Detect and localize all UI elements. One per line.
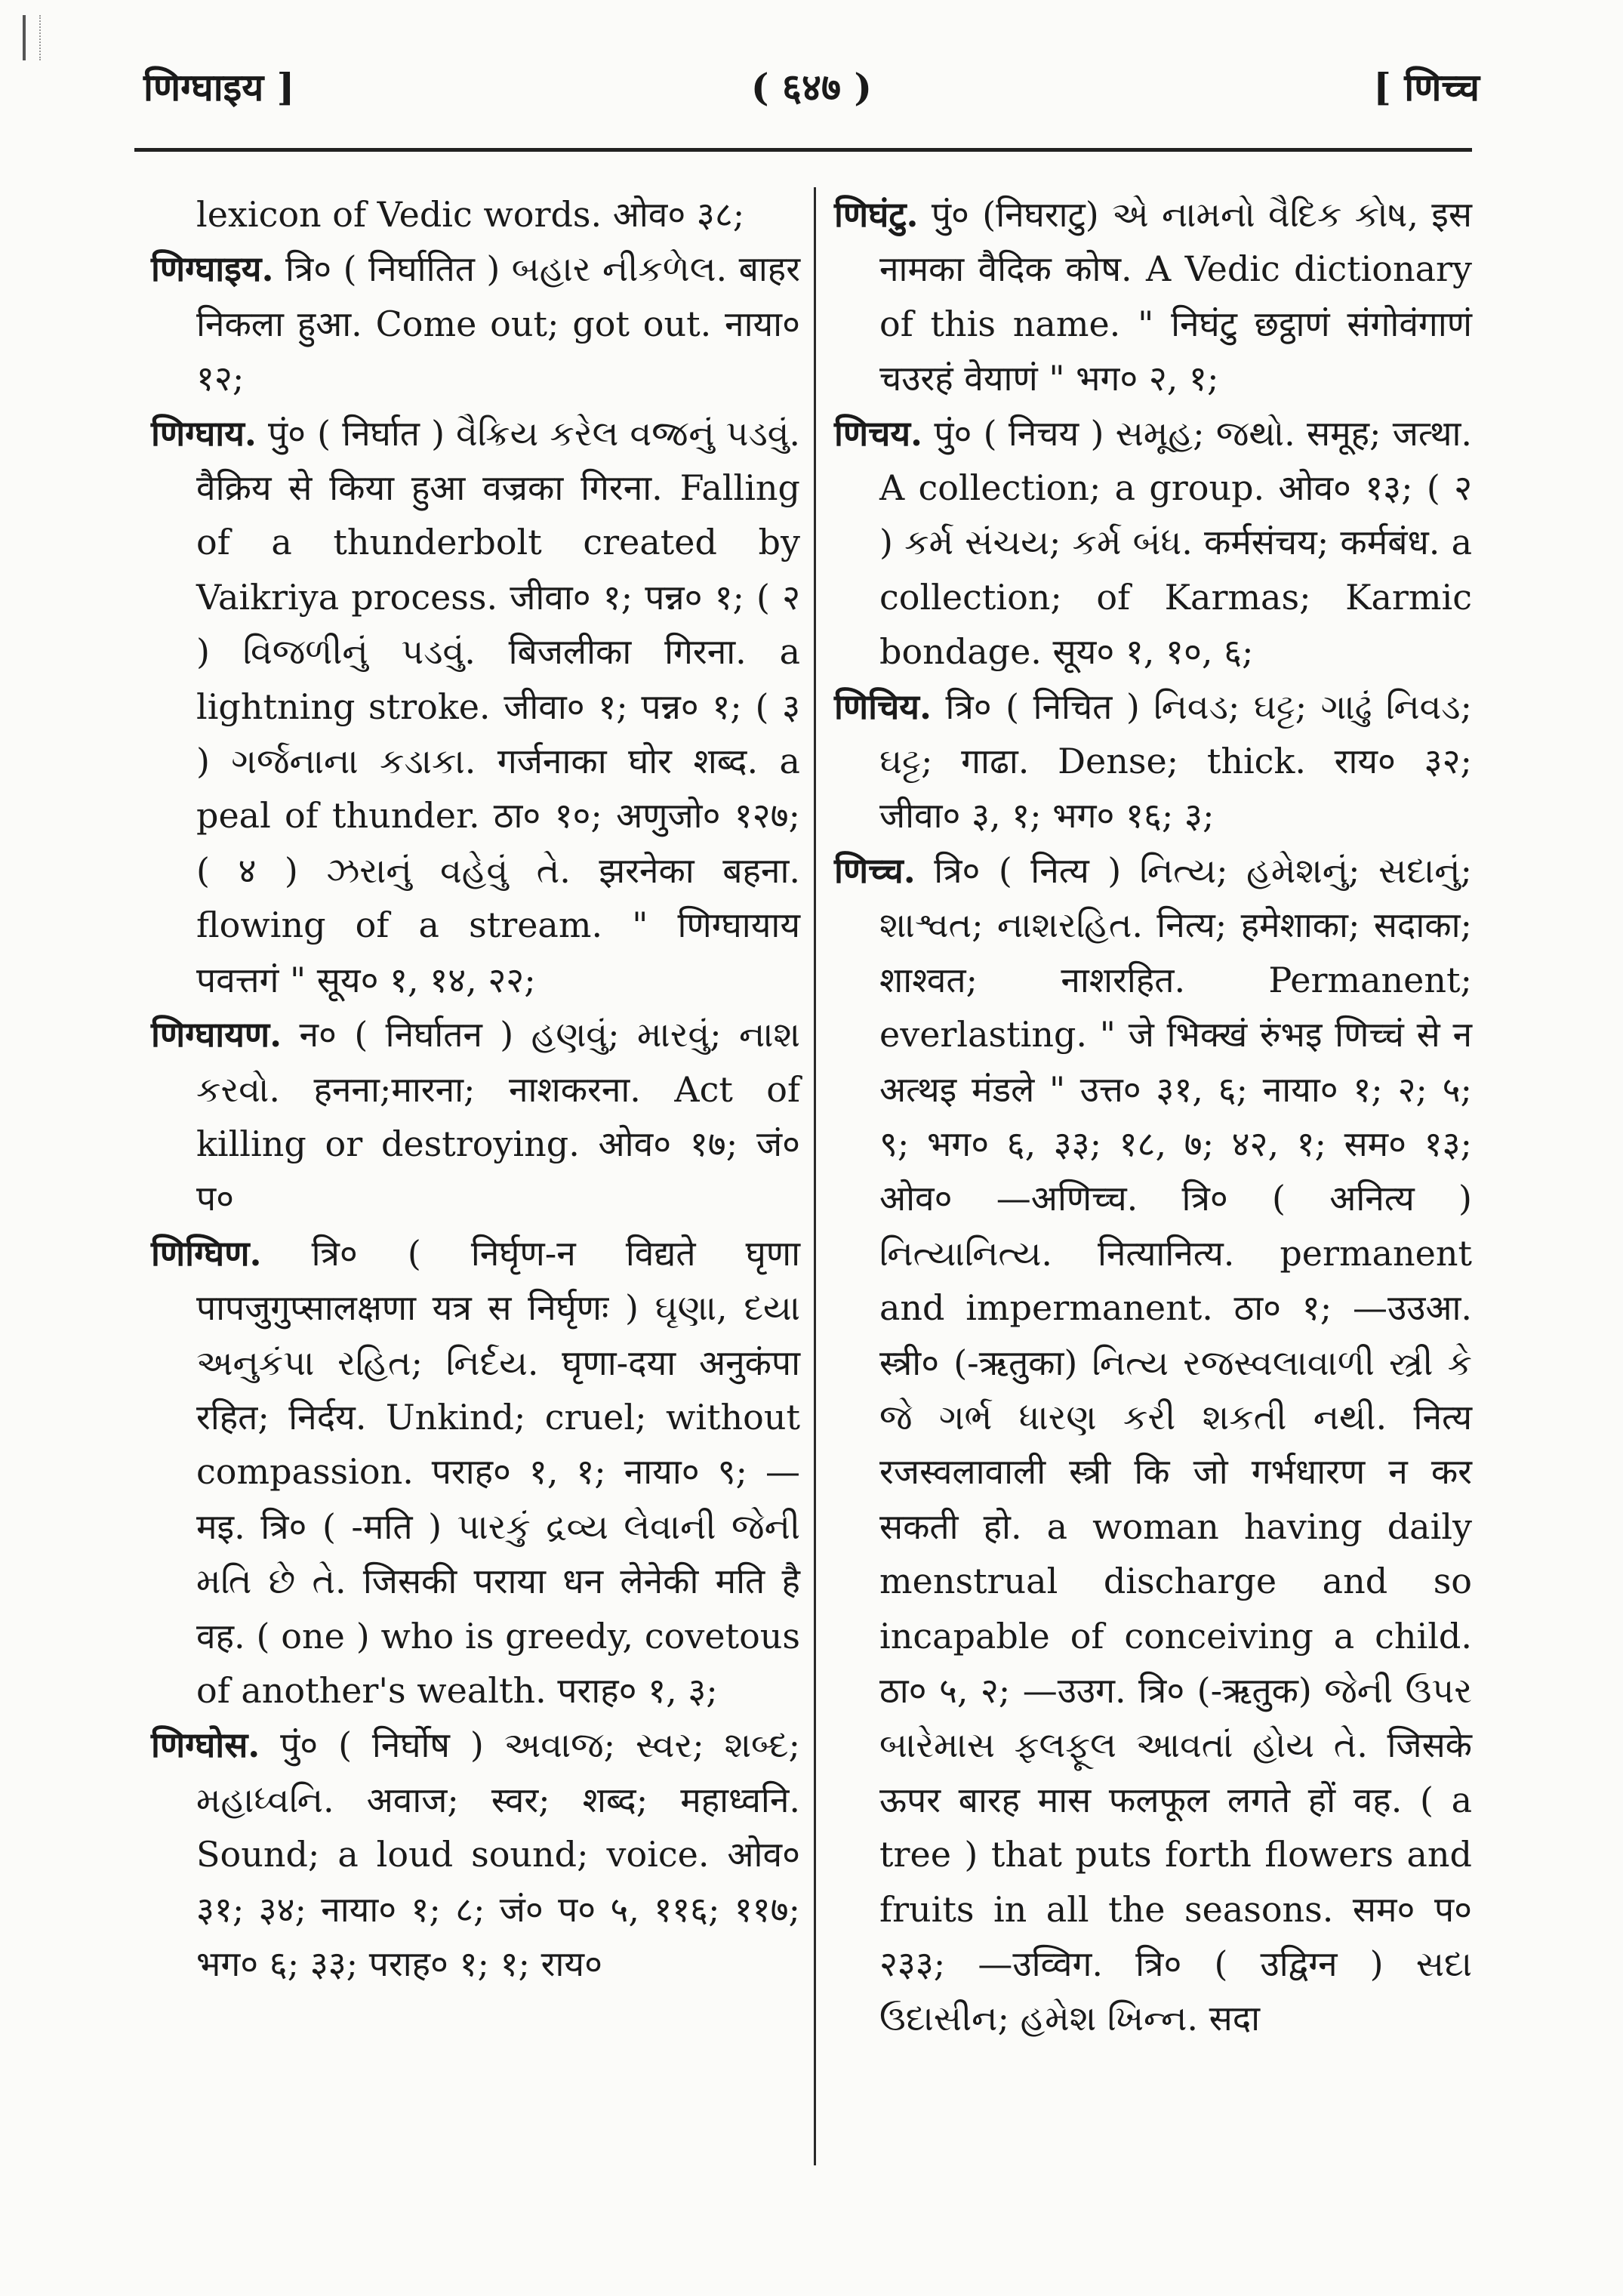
entry-headword: णिग्घाय.: [151, 412, 257, 454]
entry-headword: णिग्घोस.: [151, 1724, 260, 1766]
entry-text: पुं० ( निचय ) સમૂહ; જથો. समूह; जत्था. A collection; a group. ओव० १३; ( २ ) કર્મ સંચય; કર્મ બંધ. कर्मसंचय; कर्मबंध. a collection; of Karmas; Karmic bondage. सूय० १, १०, ६;: [879, 412, 1473, 673]
header-left-guideword: णिग्घाइय ]: [143, 65, 295, 109]
entry-headword: णिग्घायण.: [151, 1014, 282, 1056]
entry-text: न० ( निर्घातन ) હણવું; મારવું; નાશ કરવો. हनना;मारना; नाशकरना. Act of killing or destroying. ओव० १७; जं० प०: [196, 1014, 800, 1219]
entry-text: त्रि० ( निर्घातित ) બહાર નીકળેલ. बाहर निकला हुआ. Come out; got out. नाया० १२;: [196, 248, 801, 399]
column-divider: [814, 187, 816, 2165]
running-header: [143, 53, 1480, 136]
entry-text: lexicon of Vedic words. ओव० ३८;: [196, 194, 745, 235]
entry-headword: णिग्घाइय.: [151, 248, 274, 290]
dictionary-entry: [834, 843, 1472, 2046]
entry-text: पुं० (निघराटु) એ નામનો વૈદિક કોષ, इस नामका वैदिक कोष. A Vedic dictionary of this name. " निघंटु छट्ठाणं संगोवंगाणं चउरहं वेयाणं " भग० २, १;: [879, 194, 1472, 399]
entry-text: त्रि० ( निर्घृण-न विद्यते घृणा पापजुगुप्सालक्षणा यत्र स निर्घृणः ) ઘૃણા, દયા અનુકંપા રહિત; નિર્દય. घृणा-दया अनुकंपा रहित; निर्दय. Unkind; cruel; without compassion. पराह० १, १; नाया० ९; —मइ. त्रि० ( -मति ) પારકું દ્રવ્ય લેવાની જેની મતિ છે તે. जिसकी पराया धन लेनेकी मति है वह. ( one ) who is greedy, covetous of another's wealth. पराह० १, ३;: [196, 1232, 801, 1711]
binding-edge: [23, 15, 41, 60]
dictionary-entry: [151, 1718, 800, 1991]
dictionary-entry: [151, 187, 800, 242]
dictionary-entry: [834, 406, 1472, 680]
dictionary-entry: [834, 680, 1472, 843]
entry-headword: णिच्च.: [834, 849, 916, 891]
header-right-guideword: [ णिच्च: [1373, 65, 1480, 109]
dictionary-entry: [151, 242, 800, 405]
left-column: [151, 187, 800, 1991]
entry-text: पुं० ( निर्घात ) વૈક્રિય કરેલ વજ્રનું પડવું. वैक्रिय से किया हुआ वज्रका गिरना. Falling of a thunderbolt created by Vaikriya process. जीवा० १; पन्न० १; ( २ ) વિજળીનું પડવું. बिजलीका गिरना. a lightning stroke. जीवा० १; पन्न० १; ( ३ ) ગર્જનાના કડાકા. गर्जनाका घोर शब्द. a peal of thunder. ठा० १०; अणुजो० १२७; ( ४ ) ઝરાનું વહેવું તે. झरनेका बहना. flowing of a stream. " णिग्घायाय पवत्तगं " सूय० १, १४, २२;: [196, 412, 801, 1000]
entry-headword: णिचय.: [834, 412, 923, 454]
entry-headword: णिग्घिण.: [151, 1232, 262, 1274]
entry-headword: णिचिय.: [834, 686, 932, 727]
header-rule: [134, 148, 1472, 152]
entry-text: त्रि० ( निचित ) નિવડ; ઘટ્ટ; ગાઢું નિવડ; ઘટ્ટ; गाढा. Dense; thick. राय० ३२; जीवा० ३, १; भग० १६; ३;: [879, 686, 1473, 837]
dictionary-entry: [151, 406, 800, 1007]
entry-headword: णिघंटु.: [834, 194, 919, 235]
entry-text: पुं० ( निर्घोष ) અવાજ; સ્વર; શબ્દ; મહાધ્વનિ. अवाज; स्वर; शब्द; महाध्वनि. Sound; a loud sound; voice. ओव० ३१; ३४; नाया० १; ८; जं० प० ५, ११६; ११७; भग० ६; ३३; पराह० १; १; राय०: [196, 1724, 800, 1984]
page-number: ( ६४७ ): [750, 65, 873, 109]
dictionary-entry: [151, 1226, 800, 1718]
right-column: [834, 187, 1472, 2046]
entry-text: त्रि० ( नित्य ) નિત્ય; હમેશનું; સદાનું; શાશ્વત; નાશરહિત. नित्य; हमेशाका; सदाका; शाश्वत; नाशरहित. Permanent; everlasting. " जे भिक्खं रुंभइ णिच्चं से न अत्थइ मंडले " उत्त० ३१, ६; नाया० १; २; ५; ९; भग० ६, ३३; १८, ७; ४२, १; सम० १३; ओव० —अणिच्च. त्रि० ( अनित्य ) નિત્યાનિત્ય. नित्यानित्य. permanent and impermanent. ठा० १; —उउआ. स्त्री० (-ऋतुका) નિત્ય રજસ્વલાવાળી સ્ત્રી કે જે ગર્ભ ધારણ કરી શકતી નથી. नित्य रजस्वलावाली स्त्री कि जो गर्भधारण न कर सकती हो. a woman having daily menstrual discharge and so incapable of conceiving a child. ठा० ५, २; —उउग. त्रि० (-ऋतुक) જેની ઉપર બારેમાસ ફલફૂલ આવતાં હોય તે. जिसके ऊपर बारह मास फलफूल लगते हों वह. ( a tree ) that puts forth flowers and fruits in all the seasons. सम० प० २३३; —उव्विग. त्रि० ( उद्विग्न ) સદા ઉદાસીન; હમેશ ખિન્ન. सदा: [879, 849, 1472, 2039]
dictionary-entry: [834, 187, 1472, 406]
dictionary-entry: [151, 1007, 800, 1226]
